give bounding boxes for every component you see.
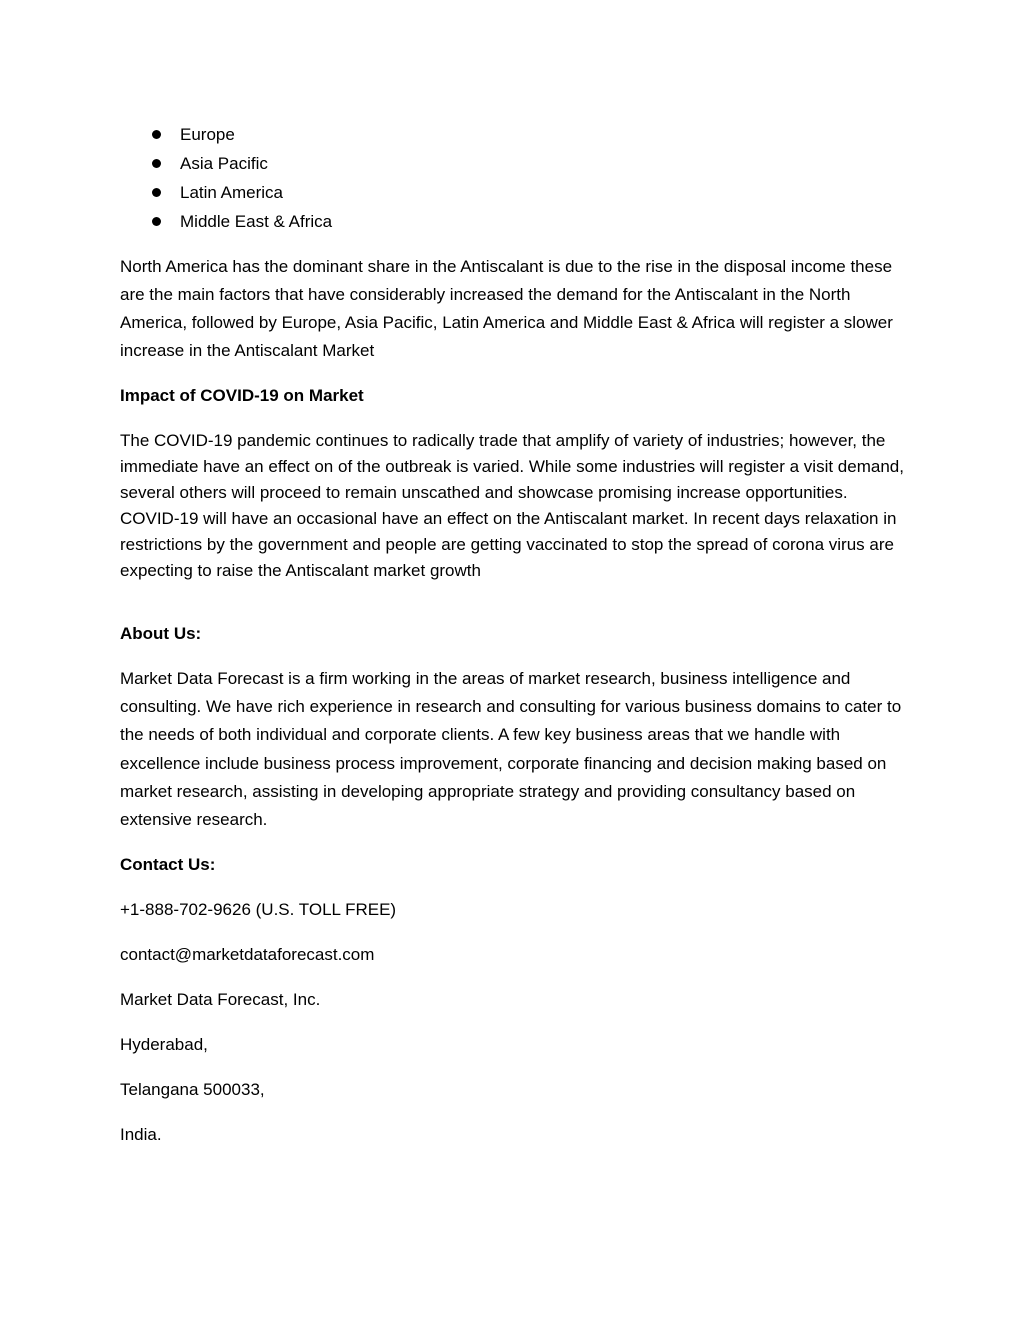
contact-city: Hyderabad, [120, 1035, 208, 1054]
bullet-icon [152, 159, 161, 168]
contact-country: India. [120, 1125, 162, 1144]
about-heading: About Us: [120, 624, 202, 643]
list-item [120, 149, 332, 178]
region-label: Middle East & Africa [180, 212, 333, 231]
contact-company: Market Data Forecast, Inc. [120, 990, 321, 1009]
region-list [120, 120, 332, 236]
covid-heading: Impact of COVID-19 on Market [120, 386, 364, 405]
bullet-icon [152, 130, 161, 139]
list-item [120, 207, 332, 236]
list-item [120, 178, 332, 207]
region-label: Latin America [180, 183, 283, 202]
contact-phone: +1-888-702-9626 (U.S. TOLL FREE) [120, 900, 397, 919]
intro-paragraph: North America has the dominant share in the Antiscalant is due to the rise in the disposal income these are the main factors that have considerably increased the demand for the Antiscalant in the North America, followed by Europe, Asia Pacific, Latin America and Middle East & Africa will register a slower increase in the Antiscalant Market [120, 257, 893, 360]
region-label: Asia Pacific [180, 154, 268, 173]
bullet-icon [152, 217, 161, 226]
contact-heading: Contact Us: [120, 855, 216, 874]
contact-email: contact@marketdataforecast.com [120, 945, 375, 964]
contact-state: Telangana 500033, [120, 1080, 265, 1099]
bullet-icon [152, 188, 161, 197]
list-item [120, 120, 332, 149]
about-paragraph: Market Data Forecast is a firm working in the areas of market research, business intelligence and consulting. We have rich experience in research and consulting for various business domains to cater to the needs of both individual and corporate clients. A few key business areas that we handle with excellence include business process improvement, corporate financing and decision making based on market research, assisting in developing appropriate strategy and providing consultancy based on extensive research. [120, 669, 902, 830]
covid-paragraph: The COVID-19 pandemic continues to radically trade that amplify of variety of industries; however, the immediate have an effect on of the outbreak is varied. While some industries will register a visit demand, several others will proceed to remain unscathed and showcase promising increase opportunities. COVID-19 will have an occasional have an effect on the Antiscalant market. In recent days relaxation in restrictions by the government and people are getting vaccinated to stop the spread of corona virus are expecting to raise the Antiscalant market growth [120, 431, 904, 580]
region-label: Europe [180, 125, 235, 144]
